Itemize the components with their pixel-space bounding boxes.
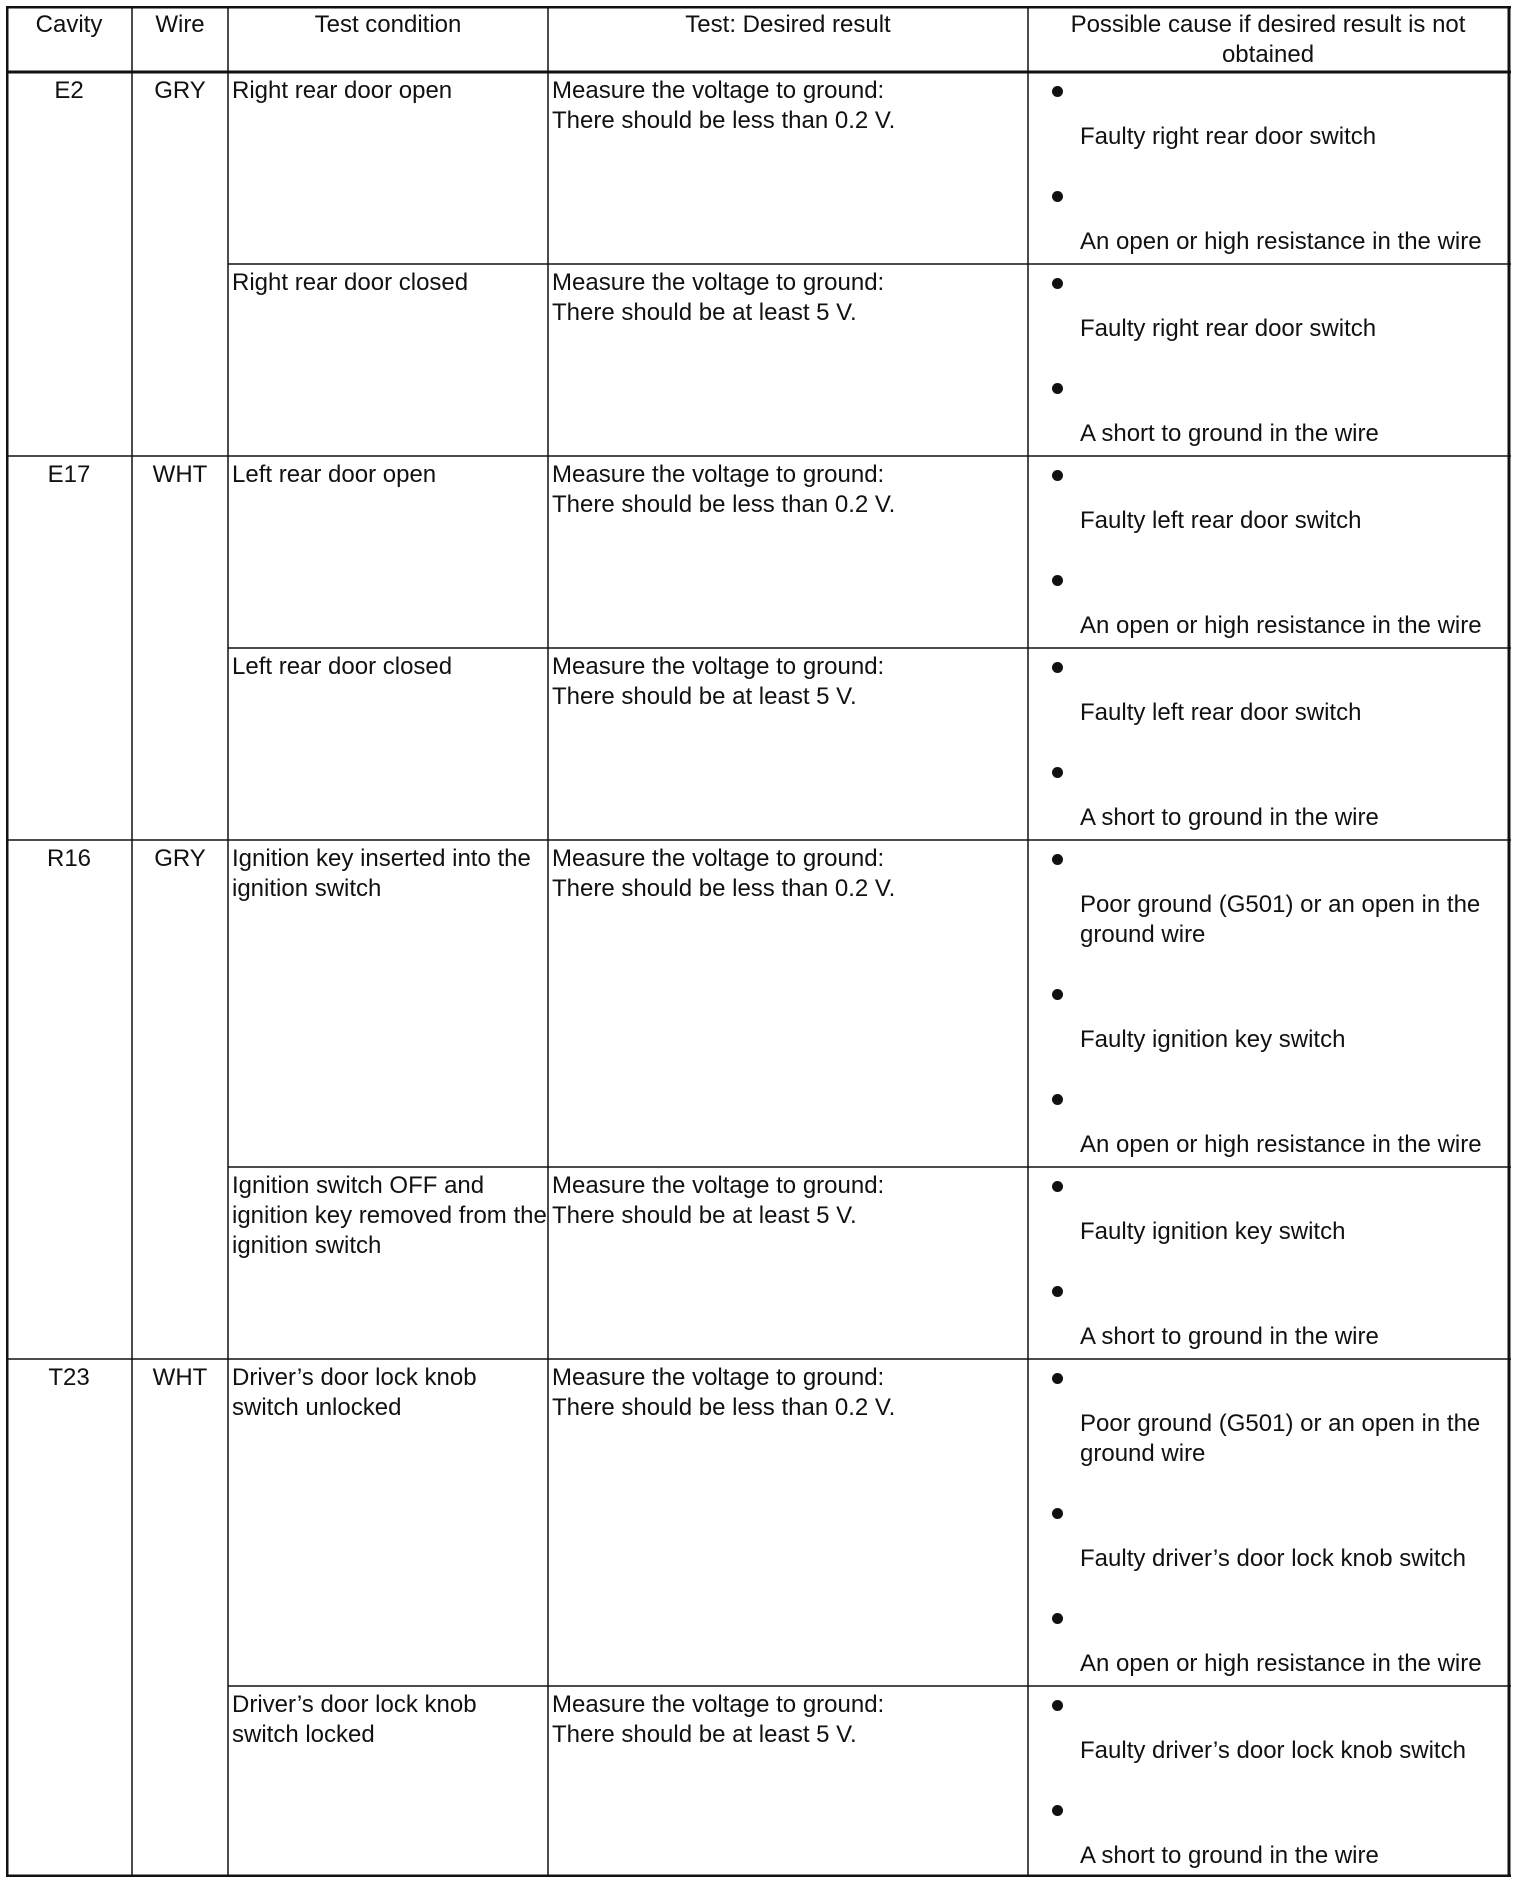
cause-text: Faulty ignition key switch [1080,1218,1346,1245]
desired-result-cell [548,644,1028,712]
desired-result-cell [548,1163,1028,1231]
cavity-cell: R16 [46,845,92,872]
bullet-icon [1052,191,1063,202]
desired-result-line: Measure the voltage to ground: [552,653,885,680]
header-cavity: Cavity [35,11,103,38]
possible-cause-cell [1028,456,1508,648]
desired-result-cell [548,68,1028,136]
desired-result-line: Measure the voltage to ground: [552,77,885,104]
bullet-icon [1052,470,1063,481]
cause-text: Faulty right rear door switch [1080,315,1377,342]
test-condition-cell: Right rear door open [232,77,453,104]
bullet-icon [1052,1805,1063,1816]
desired-result-line: Measure the voltage to ground: [552,1172,885,1199]
cause-text: A short to ground in the wire [1080,1842,1379,1869]
possible-cause-cell [1028,840,1508,1167]
header-result: Test: Desired result [685,11,891,38]
wire-color-cell: GRY [154,845,206,872]
cause-text: A short to ground in the wire [1080,420,1379,447]
test-condition-cell: Ignition key inserted into the ignition switch [232,845,531,902]
desired-result-cell [548,260,1028,328]
cause-text: An open or high resistance in the wire [1080,1131,1482,1158]
cause-text: Faulty left rear door switch [1080,699,1362,726]
desired-result-line: Measure the voltage to ground: [552,1691,885,1718]
header-condition: Test condition [314,11,462,38]
possible-cause-cell [1028,72,1508,264]
bullet-icon [1052,278,1063,289]
cause-text: Faulty driver’s door lock knob switch [1080,1737,1466,1764]
cause-text: Poor ground (G501) or an open in the ground wire [1080,891,1481,948]
cause-text: Faulty left rear door switch [1080,507,1362,534]
header-wire: Wire [155,11,205,38]
desired-result-line: Measure the voltage to ground: [552,461,885,488]
bullet-icon [1052,1613,1063,1624]
desired-result-line: There should be at least 5 V. [552,299,857,326]
cavity-cell: T23 [48,1364,90,1391]
test-condition-cell: Left rear door closed [232,653,453,680]
desired-result-cell [548,836,1028,904]
cause-text: Faulty driver’s door lock knob switch [1080,1545,1466,1572]
desired-result-cell [548,1355,1028,1423]
header-cause: Possible cause if desired result is not obtained [1070,11,1466,68]
desired-result-line: There should be at least 5 V. [552,1721,857,1748]
desired-result-cell [548,1682,1028,1750]
bullet-icon [1052,383,1063,394]
diagnostic-table [6,6,1511,1877]
cause-text: Faulty ignition key switch [1080,1026,1346,1053]
desired-result-line: Measure the voltage to ground: [552,1364,885,1391]
desired-result-line: Measure the voltage to ground: [552,845,885,872]
cause-text: Faulty right rear door switch [1080,123,1377,150]
possible-cause-cell [1028,1359,1508,1686]
bullet-icon [1052,989,1063,1000]
desired-result-line: There should be at least 5 V. [552,683,857,710]
bullet-icon [1052,1181,1063,1192]
desired-result-line: There should be less than 0.2 V. [552,875,896,902]
bullet-icon [1052,854,1063,865]
wire-color-cell: WHT [152,1364,208,1391]
bullet-icon [1052,1094,1063,1105]
test-condition-cell: Ignition switch OFF and ignition key removed from the ignition switch [232,1172,547,1259]
cause-text: An open or high resistance in the wire [1080,228,1482,255]
bullet-icon [1052,1508,1063,1519]
cavity-cell: E2 [54,77,84,104]
possible-cause-cell [1028,648,1508,840]
desired-result-line: There should be less than 0.2 V. [552,1394,896,1421]
cause-text: Poor ground (G501) or an open in the ground wire [1080,1410,1481,1467]
wire-color-cell: WHT [152,461,208,488]
test-condition-cell: Driver’s door lock knob switch locked [232,1691,477,1748]
test-condition-cell: Driver’s door lock knob switch unlocked [232,1364,477,1421]
cause-text: A short to ground in the wire [1080,1323,1379,1350]
possible-cause-cell [1028,264,1508,456]
cause-text: An open or high resistance in the wire [1080,1650,1482,1677]
possible-cause-cell [1028,1167,1508,1359]
cause-text: A short to ground in the wire [1080,804,1379,831]
bullet-icon [1052,86,1063,97]
desired-result-line: Measure the voltage to ground: [552,269,885,296]
desired-result-line: There should be less than 0.2 V. [552,107,896,134]
test-condition-cell: Right rear door closed [232,269,469,296]
bullet-icon [1052,575,1063,586]
test-condition-cell: Left rear door open [232,461,437,488]
desired-result-line: There should be at least 5 V. [552,1202,857,1229]
cause-text: An open or high resistance in the wire [1080,612,1482,639]
wire-color-cell: GRY [154,77,206,104]
desired-result-line: There should be less than 0.2 V. [552,491,896,518]
desired-result-cell [548,452,1028,520]
bullet-icon [1052,662,1063,673]
bullet-icon [1052,1286,1063,1297]
bullet-icon [1052,767,1063,778]
cavity-cell: E17 [47,461,91,488]
bullet-icon [1052,1373,1063,1384]
bullet-icon [1052,1700,1063,1711]
possible-cause-cell [1028,1686,1508,1877]
